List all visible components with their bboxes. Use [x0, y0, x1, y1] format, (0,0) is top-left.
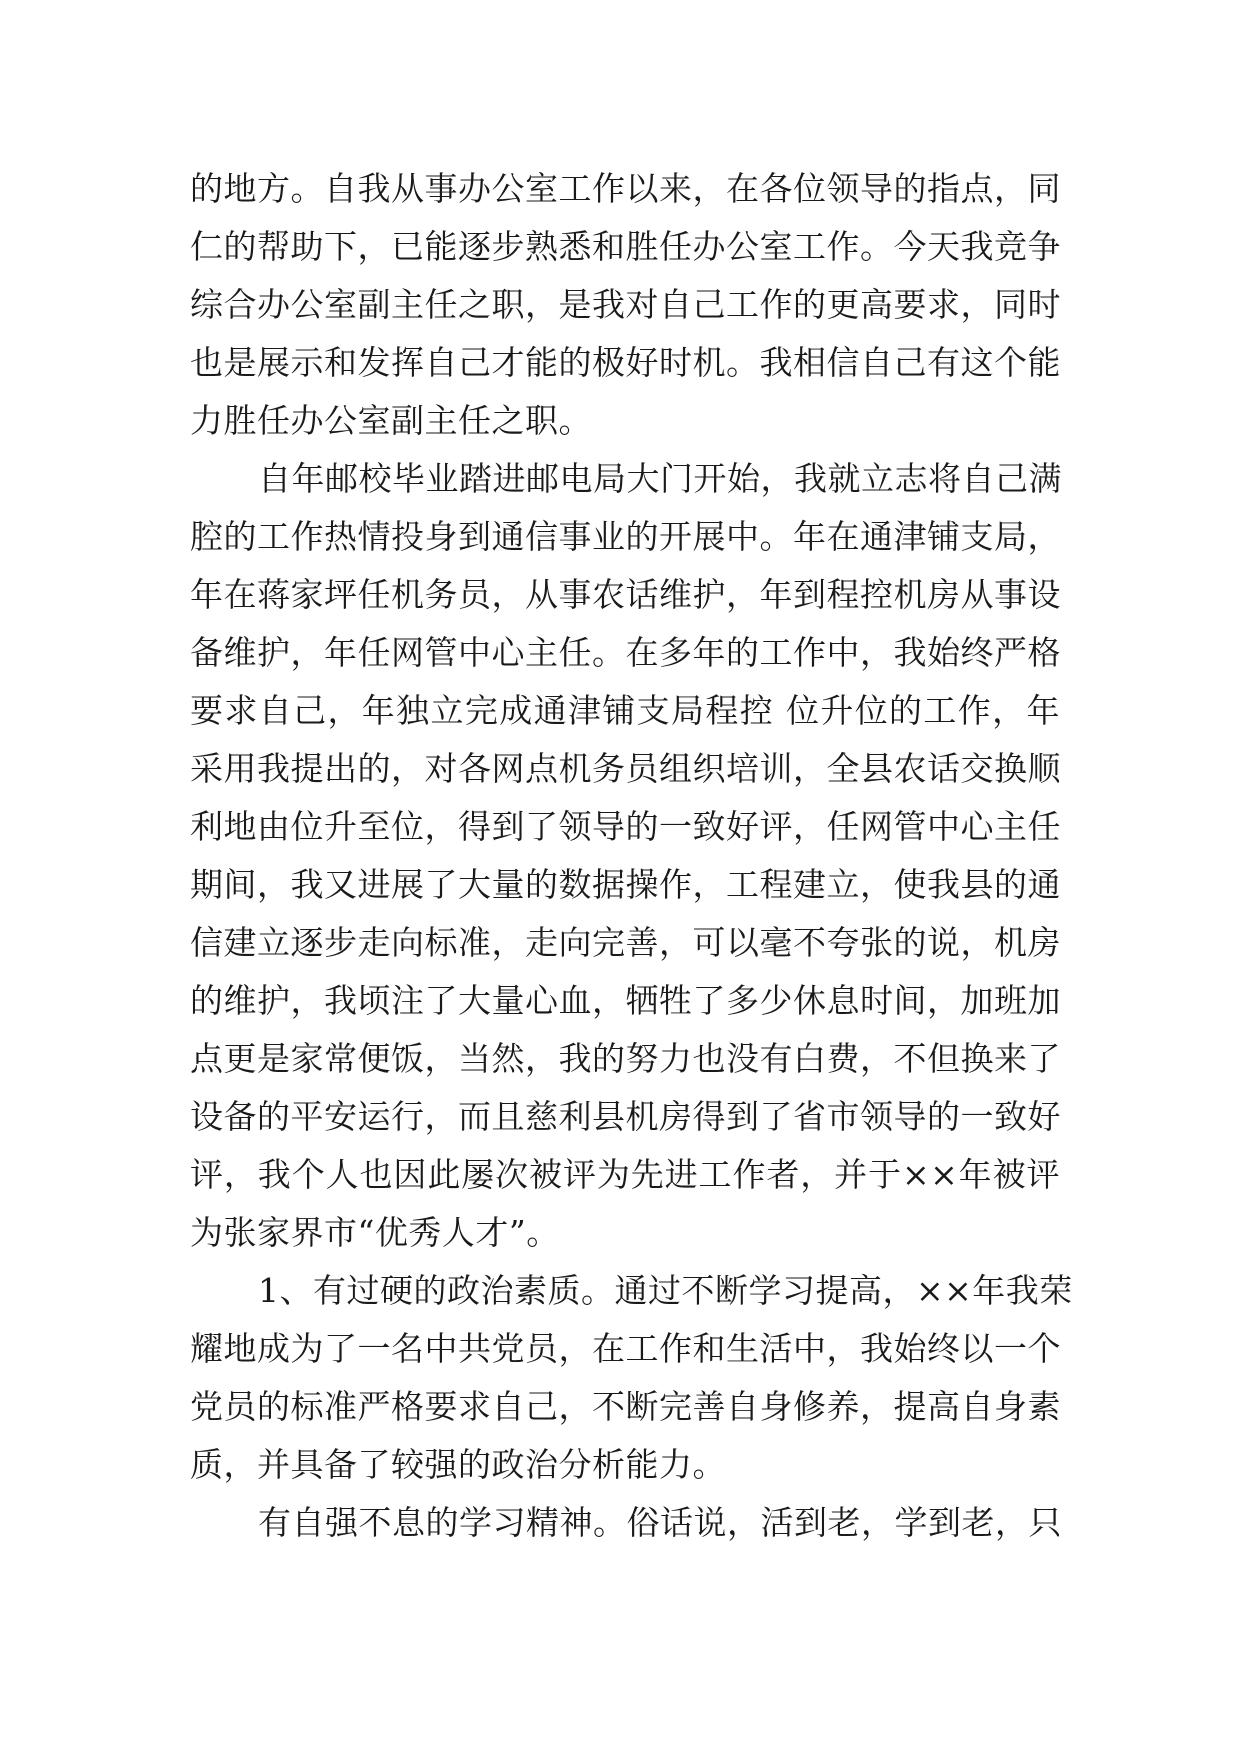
text-line: 仁的帮助下，已能逐步熟悉和胜任办公室工作。今天我竞争 — [190, 227, 1061, 266]
text-line: 点更是家常便饭，当然，我的努力也没有白费，不但换来了 — [190, 1039, 1061, 1078]
text-line: 耀地成为了一名中共党员，在工作和生活中，我始终以一个 — [190, 1329, 1061, 1368]
text-line: 评，我个人也因此屡次被评为先进工作者，并于××年被评 — [190, 1155, 1060, 1194]
text-line: 的维护，我顷注了大量心血，牺牲了多少休息时间，加班加 — [190, 981, 1061, 1020]
text-line: 也是展示和发挥自己才能的极好时机。我相信自己有这个能 — [190, 343, 1061, 382]
text-line: 质，并具备了较强的政治分析能力。 — [190, 1445, 726, 1484]
text-line: 期间，我又进展了大量的数据操作，工程建立，使我县的通 — [190, 865, 1061, 904]
text-line: 有自强不息的学习精神。俗话说，活到老，学到老，只 — [258, 1503, 1062, 1542]
text-line: 的地方。自我从事办公室工作以来，在各位领导的指点，同 — [190, 169, 1061, 208]
text-line: 自年邮校毕业踏进邮电局大门开始，我就立志将自己满 — [258, 459, 1062, 498]
text-line: 为张家界市“优秀人才”。 — [190, 1213, 560, 1252]
text-line: 综合办公室副主任之职，是我对自己工作的更高要求，同时 — [190, 285, 1061, 324]
text-line: 信建立逐步走向标准，走向完善，可以毫不夸张的说，机房 — [190, 923, 1061, 962]
text-line: 腔的工作热情投身到通信事业的开展中。年在通津铺支局， — [190, 517, 1061, 556]
text-line: 备维护，年任网管中心主任。在多年的工作中，我始终严格 — [190, 633, 1061, 672]
document-body — [190, 160, 1073, 1552]
text-line: 党员的标准严格要求自己，不断完善自身修养，提高自身素 — [190, 1387, 1061, 1426]
text-line: 力胜任办公室副主任之职。 — [190, 401, 592, 440]
text-line: 利地由位升至位，得到了领导的一致好评，任网管中心主任 — [190, 807, 1061, 846]
text-line: 设备的平安运行，而且慈利县机房得到了省市领导的一致好 — [190, 1097, 1061, 1136]
text-line: 1、有过硬的政治素质。通过不断学习提高，××年我荣 — [258, 1271, 1073, 1310]
text-line: 采用我提出的，对各网点机务员组织培训，全县农话交换顺 — [190, 749, 1061, 788]
text-line: 年在蒋家坪任机务员，从事农话维护，年到程控机房从事设 — [190, 575, 1061, 614]
text-line: 要求自己，年独立完成通津铺支局程控 位升位的工作，年 — [190, 691, 1060, 730]
